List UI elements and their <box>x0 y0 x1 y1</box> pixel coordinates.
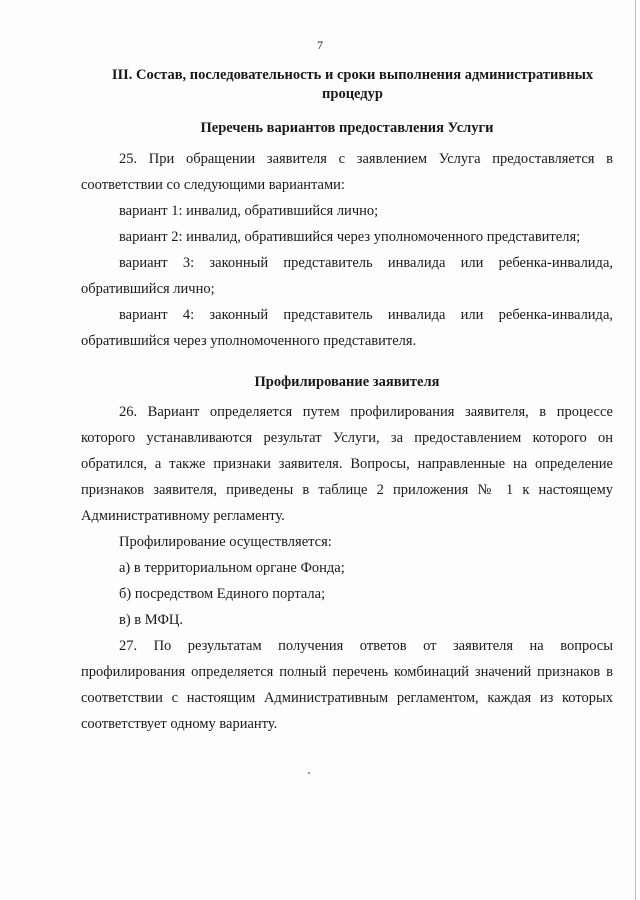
scan-speck <box>308 772 310 774</box>
profiling-item-a: а) в территориальном органе Фонда; <box>119 560 345 576</box>
scan-edge <box>635 0 636 900</box>
paragraph-26: 26. Вариант определяется путем профилирования заявителя, в процессе которого устанавливаются результат Услуги, за предоставлением которого он обратился, а также признаки заявителя. Вопросы, направленные на определение признаков заявителя, приведены в таблице 2 приложения № 1 к настоящему Административному регламенту. <box>81 404 613 524</box>
paragraph-25: 25. При обращении заявителя с заявлением Услуга предоставляется в соответствии со следующими вариантами: <box>81 151 613 193</box>
subheading-profiling: Профилирование заявителя <box>254 374 440 390</box>
variant-item-4: вариант 4: законный представитель инвалида или ребенка-инвалида, обратившийся через уполномоченного представителя. <box>81 307 613 349</box>
profiling-item-b: б) посредством Единого портала; <box>119 586 326 602</box>
subheading-variants: Перечень вариантов предоставления Услуги <box>200 120 494 136</box>
variants-block <box>81 146 613 354</box>
variant-item-1: вариант 1: инвалид, обратившийся лично; <box>119 203 379 219</box>
section-title: III. Состав, последовательность и сроки выполнения административных процедур <box>111 67 594 102</box>
profiling-item-c: в) в МФЦ. <box>119 612 184 628</box>
page-number: 7 <box>317 38 323 52</box>
paragraph-27: 27. По результатам получения ответов от заявителя на вопросы профилирования определяется полный перечень комбинаций значений признаков в соответствии с настоящим Административным регламентом, каждая из которых соответствует одному варианту. <box>81 638 613 732</box>
profiling-block <box>81 399 613 737</box>
variant-item-3: вариант 3: законный представитель инвалида или ребенка-инвалида, обратившийся лично; <box>81 255 613 297</box>
variant-item-2: вариант 2: инвалид, обратившийся через уполномоченного представителя; <box>119 229 581 245</box>
profiling-intro: Профилирование осуществляется: <box>119 534 332 550</box>
